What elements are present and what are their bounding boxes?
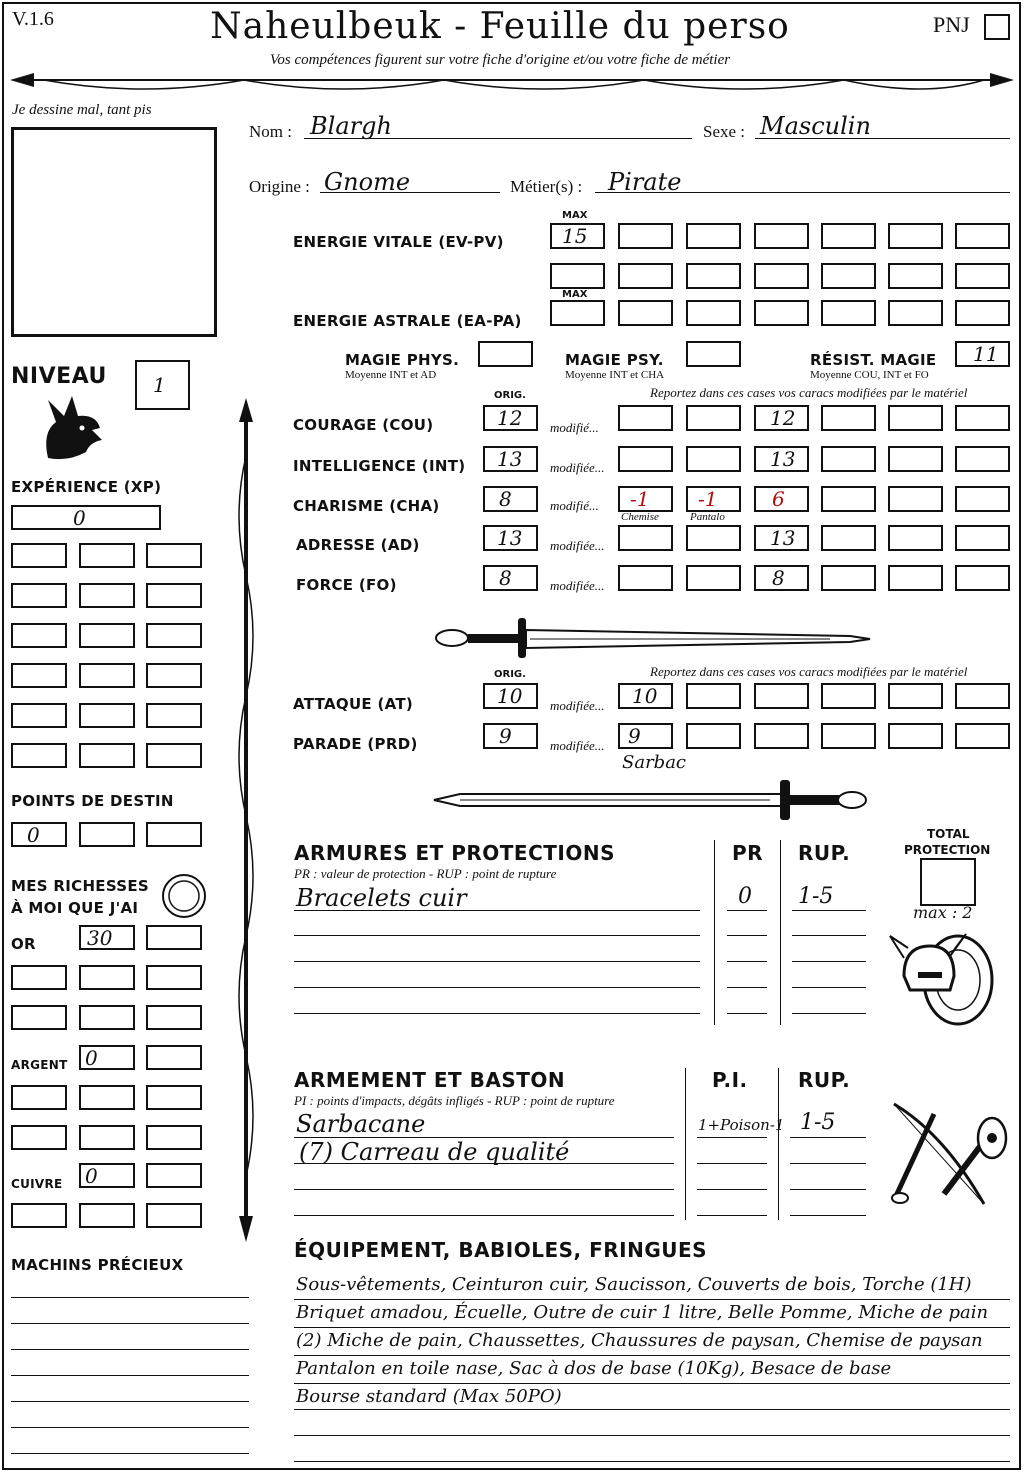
ev-box[interactable] [550, 263, 605, 289]
combat-note: Reportez dans ces cases vos caracs modifiées par le matériel [650, 664, 968, 679]
xp-cell[interactable] [146, 583, 202, 608]
armure-pr[interactable]: 0 [738, 884, 752, 909]
max-note: max : 2 [913, 903, 973, 922]
or-cell[interactable] [146, 925, 202, 950]
cuivre-label: CUIVRE [11, 1177, 63, 1191]
cha-mod-box[interactable] [955, 486, 1010, 512]
ev-box[interactable] [686, 263, 741, 289]
ad-label: ADRESSE (AD) [296, 536, 420, 554]
at-mod-box[interactable] [888, 683, 943, 709]
armures-sub: PR : valeur de protection - RUP : point de rupture [294, 866, 557, 881]
xp-cell[interactable] [79, 623, 135, 648]
or-cell[interactable] [79, 965, 135, 990]
magie-phys-label: MAGIE PHYS. [345, 351, 460, 369]
cou-mod-box[interactable] [821, 405, 876, 431]
protection-label: PROTECTION [904, 843, 991, 857]
ad-mod-box[interactable] [618, 525, 673, 551]
xp-cell[interactable] [79, 663, 135, 688]
dragon-icon [38, 392, 106, 464]
cuivre-cell[interactable] [146, 1163, 202, 1188]
pnj-label: PNJ [933, 12, 970, 37]
argent-cell[interactable] [79, 1125, 135, 1150]
armure-rup[interactable]: 1-5 [798, 884, 834, 909]
magie-psy-box[interactable] [686, 341, 741, 367]
int-mod-label: modifiée... [550, 460, 605, 475]
cou-mod-box[interactable] [888, 405, 943, 431]
prd-mod-box[interactable] [888, 723, 943, 749]
coin-icon [160, 872, 208, 920]
pnj-checkbox[interactable] [984, 14, 1010, 40]
at-label: ATTAQUE (AT) [293, 695, 414, 713]
ad-mod-box[interactable] [821, 525, 876, 551]
destin-label: POINTS DE DESTIN [11, 792, 174, 810]
magie-psy-label: MAGIE PSY. [565, 351, 664, 369]
int-mod-box[interactable] [686, 446, 741, 472]
cha-mod-box[interactable]: -1 [618, 486, 673, 512]
arme-name[interactable]: Sarbacane [296, 1110, 426, 1138]
ev-box[interactable] [754, 263, 809, 289]
armement-sub: PI : points d'impacts, dégâts infligés - RUP : point de rupture [294, 1093, 615, 1108]
prd-mod-box[interactable] [686, 723, 741, 749]
portrait-box[interactable] [11, 127, 217, 337]
int-mod-box[interactable] [888, 446, 943, 472]
cou-mod-box[interactable] [618, 405, 673, 431]
xp-cell[interactable] [146, 663, 202, 688]
magie-phys-box[interactable] [478, 341, 533, 367]
argent-cell[interactable] [79, 1085, 135, 1110]
xp-cell[interactable] [11, 543, 67, 568]
argent-cell[interactable] [146, 1125, 202, 1150]
xp-cell[interactable] [79, 703, 135, 728]
ad-mod-box[interactable] [686, 525, 741, 551]
fo-label: FORCE (FO) [296, 576, 397, 594]
cha-mod-box[interactable]: -1 [686, 486, 741, 512]
or-cell[interactable] [146, 965, 202, 990]
richesses-label-2: À MOI QUE J'AI [11, 899, 139, 917]
int-mod-box[interactable]: 13 [754, 446, 809, 472]
ev-box[interactable] [754, 223, 809, 249]
fo-mod-box[interactable] [618, 565, 673, 591]
ea-max-box[interactable] [550, 300, 605, 326]
prd-mod-box[interactable] [754, 723, 809, 749]
cha-orig-box[interactable]: 8 [483, 486, 538, 512]
page-title: Naheulbeuk - Feuille du perso [210, 6, 790, 47]
prd-mod-box[interactable] [955, 723, 1010, 749]
cha-note-1: Chemise [621, 511, 659, 523]
xp-cell[interactable] [11, 743, 67, 768]
destin-box[interactable]: 0 [11, 822, 67, 847]
prd-mod-box[interactable] [821, 723, 876, 749]
ad-orig-box[interactable]: 13 [483, 525, 538, 551]
xp-cell[interactable] [11, 623, 67, 648]
ea-box[interactable] [821, 300, 876, 326]
xp-cell[interactable] [11, 583, 67, 608]
xp-cell[interactable] [146, 623, 202, 648]
origine-label: Origine : [249, 177, 310, 196]
fo-mod-box[interactable] [686, 565, 741, 591]
ea-box[interactable] [618, 300, 673, 326]
argent-cell[interactable] [11, 1085, 67, 1110]
equipement-line[interactable]: Pantalon en toile nase, Sac à dos de base (10Kg), Besace de base [296, 1358, 892, 1379]
sexe-value[interactable]: Masculin [760, 112, 871, 140]
destin-cell[interactable] [79, 822, 135, 847]
ev-box[interactable] [821, 223, 876, 249]
spear-icon [228, 396, 264, 1246]
origine-value[interactable]: Gnome [324, 168, 411, 196]
armures-title: ARMURES ET PROTECTIONS [294, 841, 615, 865]
pr-header: PR [732, 841, 764, 865]
niveau-label: NIVEAU [11, 364, 107, 389]
fo-mod-box[interactable] [955, 565, 1010, 591]
int-mod-box[interactable] [821, 446, 876, 472]
argent-label: ARGENT [11, 1058, 68, 1072]
cha-mod-label: modifié... [550, 498, 599, 513]
or-cell[interactable] [11, 965, 67, 990]
or-box[interactable]: 30 [79, 925, 135, 950]
cha-mod-box[interactable] [821, 486, 876, 512]
combat-orig-label: ORIG. [494, 669, 526, 680]
fo-mod-label: modifiée... [550, 578, 605, 593]
int-mod-box[interactable] [618, 446, 673, 472]
total-protection-box[interactable] [920, 858, 976, 906]
or-label: OR [11, 935, 36, 953]
caracs-note: Reportez dans ces cases vos caracs modifiées par le matériel [650, 385, 968, 400]
equipement-line[interactable]: (2) Miche de pain, Chaussettes, Chaussures de paysan, Chemise de paysan [296, 1330, 983, 1351]
ev-box[interactable] [618, 223, 673, 249]
resist-magie-label: RÉSIST. MAGIE [810, 351, 937, 369]
at-mod-box[interactable] [754, 683, 809, 709]
xp-cell[interactable] [11, 703, 67, 728]
at-mod-box[interactable] [686, 683, 741, 709]
int-mod-box[interactable] [955, 446, 1010, 472]
ev-box[interactable] [955, 223, 1010, 249]
ev-box[interactable] [955, 263, 1010, 289]
ea-box[interactable] [888, 300, 943, 326]
ad-mod-box[interactable] [888, 525, 943, 551]
ea-box[interactable] [955, 300, 1010, 326]
niveau-box[interactable]: 1 [135, 360, 190, 410]
cuivre-cell[interactable] [146, 1203, 202, 1228]
sexe-label: Sexe : [703, 122, 746, 141]
fo-mod-box[interactable] [888, 565, 943, 591]
ev-box[interactable] [888, 263, 943, 289]
resist-magie-sub: Moyenne COU, INT et FO [810, 369, 929, 381]
weapons-icon [884, 1094, 1014, 1214]
armures-col-divider [780, 840, 781, 1025]
machins-label: MACHINS PRÉCIEUX [11, 1256, 184, 1274]
or-cell[interactable] [79, 1005, 135, 1030]
at-mod-label: modifiée... [550, 698, 605, 713]
ea-box[interactable] [754, 300, 809, 326]
rup-header: RUP. [798, 841, 851, 865]
arme-name[interactable]: (7) Carreau de qualité [299, 1138, 570, 1166]
or-cell[interactable] [146, 1005, 202, 1030]
at-mod-box[interactable]: 10 [618, 683, 673, 709]
armement-col-divider [778, 1068, 779, 1220]
xp-cell[interactable] [79, 743, 135, 768]
equipement-line[interactable]: Briquet amadou, Écuelle, Outre de cuir 1 litre, Belle Pomme, Miche de pain [296, 1302, 989, 1323]
xp-box[interactable]: 0 [11, 505, 161, 530]
metier-value[interactable]: Pirate [608, 168, 682, 196]
xp-label: EXPÉRIENCE (XP) [11, 478, 162, 496]
int-label: INTELLIGENCE (INT) [293, 457, 466, 475]
ad-mod-box[interactable]: 13 [754, 525, 809, 551]
equipement-line[interactable]: Sous-vêtements, Ceinturon cuir, Saucisson, Couverts de bois, Torche (1H) [296, 1274, 972, 1295]
fo-mod-box[interactable]: 8 [754, 565, 809, 591]
armures-col-divider [714, 840, 715, 1025]
prd-note: Sarbac [622, 752, 687, 773]
arme-rup[interactable]: 1-5 [800, 1110, 836, 1135]
argent-cell[interactable] [146, 1085, 202, 1110]
int-orig-box[interactable]: 13 [483, 446, 538, 472]
page-subtitle: Vos compétences figurent sur votre fiche d'origine et/ou votre fiche de métier [269, 52, 731, 68]
ad-mod-label: modifiée... [550, 538, 605, 553]
xp-cell[interactable] [79, 543, 135, 568]
arme-pi[interactable]: 1+Poison-1 [698, 1116, 785, 1134]
ev-label: ENERGIE VITALE (EV-PV) [293, 233, 504, 251]
cou-mod-box[interactable] [686, 405, 741, 431]
cha-mod-box[interactable] [888, 486, 943, 512]
at-mod-box[interactable] [955, 683, 1010, 709]
cuivre-cell[interactable] [79, 1203, 135, 1228]
version-label: V.1.6 [12, 8, 54, 30]
cuivre-cell[interactable] [11, 1203, 67, 1228]
armement-title: ARMEMENT ET BASTON [294, 1068, 566, 1092]
or-cell[interactable] [11, 1005, 67, 1030]
argent-box[interactable]: 0 [79, 1045, 135, 1070]
nom-label: Nom : [249, 122, 292, 141]
at-mod-box[interactable] [821, 683, 876, 709]
orig-label: ORIG. [494, 390, 526, 401]
cou-label: COURAGE (COU) [293, 416, 434, 434]
ea-label: ENERGIE ASTRALE (EA-PA) [293, 312, 522, 330]
ev-max-label: MAX [562, 210, 588, 221]
total-label: TOTAL [927, 827, 970, 841]
armure-name[interactable]: Bracelets cuir [296, 884, 467, 912]
ev-max-box[interactable]: 15 [550, 223, 605, 249]
argent-cell[interactable] [11, 1125, 67, 1150]
ev-box[interactable] [686, 223, 741, 249]
prd-mod-box[interactable]: 9 [618, 723, 673, 749]
cuivre-box[interactable]: 0 [79, 1163, 135, 1188]
nom-value[interactable]: Blargh [310, 112, 392, 140]
destin-cell[interactable] [146, 822, 202, 847]
fo-orig-box[interactable]: 8 [483, 565, 538, 591]
resist-magie-box[interactable]: 11 [955, 341, 1010, 367]
cha-label: CHARISME (CHA) [293, 497, 440, 515]
magie-psy-sub: Moyenne INT et CHA [565, 369, 665, 381]
prd-mod-label: modifiée... [550, 738, 605, 753]
sword-icon [430, 776, 876, 826]
xp-cell[interactable] [11, 663, 67, 688]
equipement-title: ÉQUIPEMENT, BABIOLES, FRINGUES [294, 1238, 708, 1262]
xp-cell[interactable] [146, 703, 202, 728]
cha-mod-box[interactable]: 6 [754, 486, 809, 512]
prd-label: PARADE (PRD) [293, 735, 418, 753]
ev-box[interactable] [888, 223, 943, 249]
ea-box[interactable] [686, 300, 741, 326]
ev-box[interactable] [821, 263, 876, 289]
xp-cell[interactable] [146, 543, 202, 568]
xp-cell[interactable] [146, 743, 202, 768]
at-orig-box[interactable]: 10 [483, 683, 538, 709]
ev-box[interactable] [618, 263, 673, 289]
prd-orig-box[interactable]: 9 [483, 723, 538, 749]
magie-phys-sub: Moyenne INT et AD [345, 369, 437, 381]
argent-cell[interactable] [146, 1045, 202, 1070]
fo-mod-box[interactable] [821, 565, 876, 591]
xp-cell[interactable] [79, 583, 135, 608]
cou-orig-box[interactable]: 12 [483, 405, 538, 431]
metier-label: Métier(s) : [510, 177, 583, 196]
spear-divider-icon [4, 64, 1020, 98]
cou-mod-box[interactable]: 12 [754, 405, 809, 431]
helmet-shield-icon [888, 928, 998, 1028]
ea-max-label: MAX [562, 289, 588, 300]
ad-mod-box[interactable] [955, 525, 1010, 551]
cha-note-2: Pantalo [690, 511, 725, 523]
portrait-caption: Je dessine mal, tant pis [12, 102, 152, 118]
pi-header: P.I. [712, 1068, 748, 1092]
cou-mod-box[interactable] [955, 405, 1010, 431]
equipement-line[interactable]: Bourse standard (Max 50PO) [296, 1386, 562, 1407]
richesses-label: MES RICHESSES [11, 877, 150, 895]
arm-rup-header: RUP. [798, 1068, 851, 1092]
armement-col-divider [685, 1068, 686, 1220]
sword-icon [430, 612, 876, 662]
cou-mod-label: modifié... [550, 420, 599, 435]
